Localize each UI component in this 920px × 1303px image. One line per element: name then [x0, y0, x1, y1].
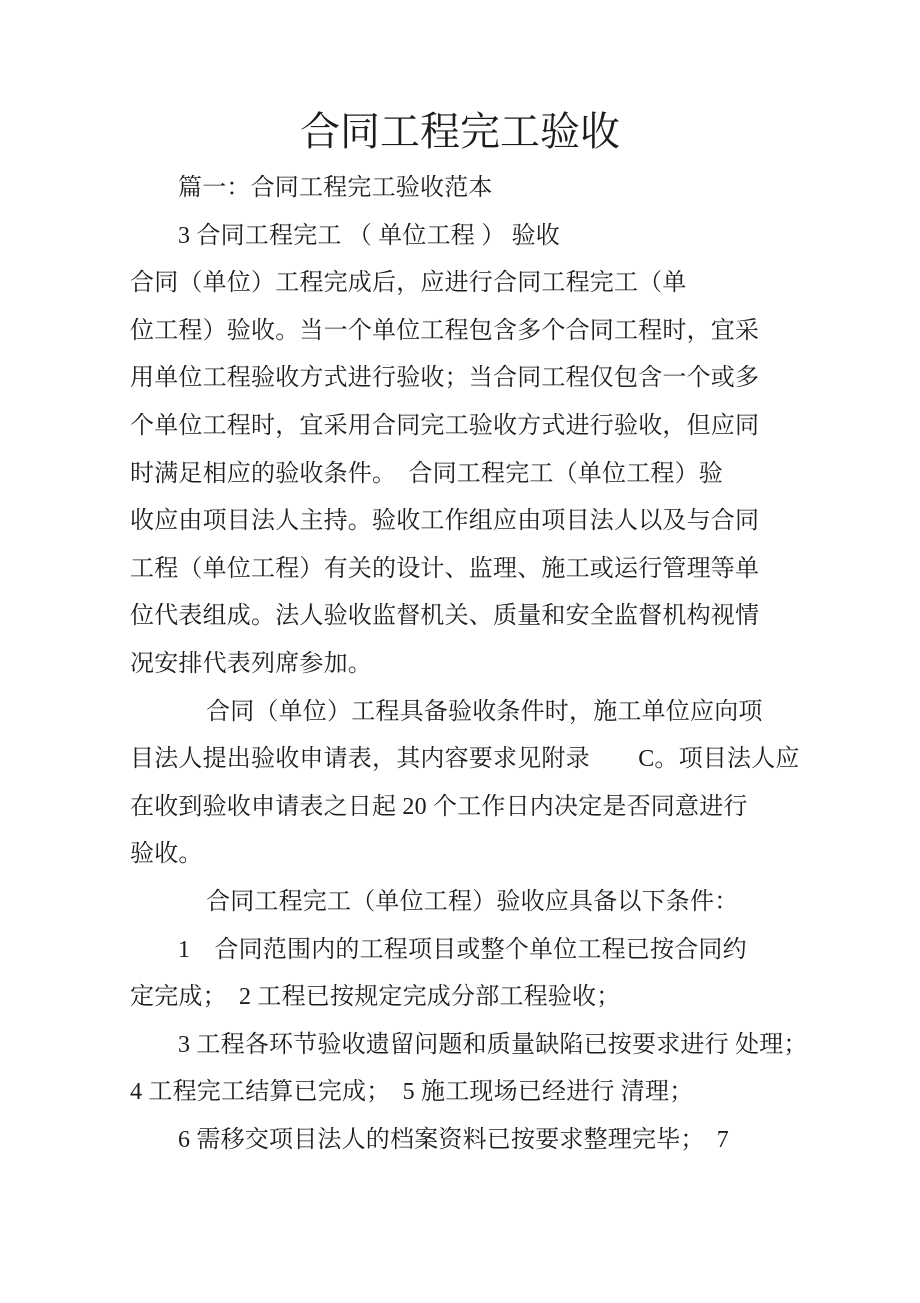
document-line: 验收。 [130, 841, 203, 868]
document-line: 收应由项目法人主持。验收工作组应由项目法人以及与合同 [130, 508, 760, 535]
document-line: 个单位工程时，宜采用合同完工验收方式进行验收，但应同 [130, 412, 760, 439]
document-line: 定完成； 2 工程已按规定完成分部工程验收； [130, 984, 621, 1011]
document-line: 合同（单位）工程具备验收条件时，施工单位应向项 [206, 698, 763, 725]
document-line: 合同工程完工（单位工程）验收应具备以下条件： [206, 888, 739, 915]
document-line: 用单位工程验收方式进行验收；当合同工程仅包含一个或多 [130, 365, 760, 392]
document-line: 4 工程完工结算已完成； 5 施工现场已经进行 清理； [130, 1079, 694, 1106]
document-line: 位代表组成。法人验收监督机关、质量和安全监督机构视情 [130, 603, 760, 630]
document-line: 工程（单位工程）有关的设计、监理、施工或运行管理等单 [130, 555, 760, 582]
document-line: 篇一：合同工程完工验收范本 [178, 175, 493, 201]
document-line: 目法人提出验收申请表，其内容要求见附录 C。项目法人应 [130, 746, 800, 773]
page-title: 合同工程完工验收 [300, 109, 620, 154]
document-line: 在收到验收申请表之日起 20 个工作日内决定是否同意进行 [130, 793, 748, 820]
document-body [130, 165, 808, 1164]
document-line: 合同（单位）工程完成后，应进行合同工程完工（单 [130, 270, 687, 297]
document-line: 6 需移交项目法人的档案资料已按要求整理完毕； 7 [178, 1126, 729, 1153]
document-line: 况安排代表列席参加。 [130, 650, 372, 677]
document-line: 3 合同工程完工 （ 单位工程 ） 验收 [178, 222, 560, 249]
document-line: 3 工程各环节验收遗留问题和质量缺陷已按要求进行 处理； [178, 1031, 808, 1058]
document-line: 位工程）验收。当一个单位工程包含多个合同工程时，宜采 [130, 317, 760, 344]
document-line: 时满足相应的验收条件。 合同工程完工（单位工程）验 [130, 460, 723, 487]
document-line: 1 合同范围内的工程项目或整个单位工程已按合同约 [178, 936, 747, 963]
